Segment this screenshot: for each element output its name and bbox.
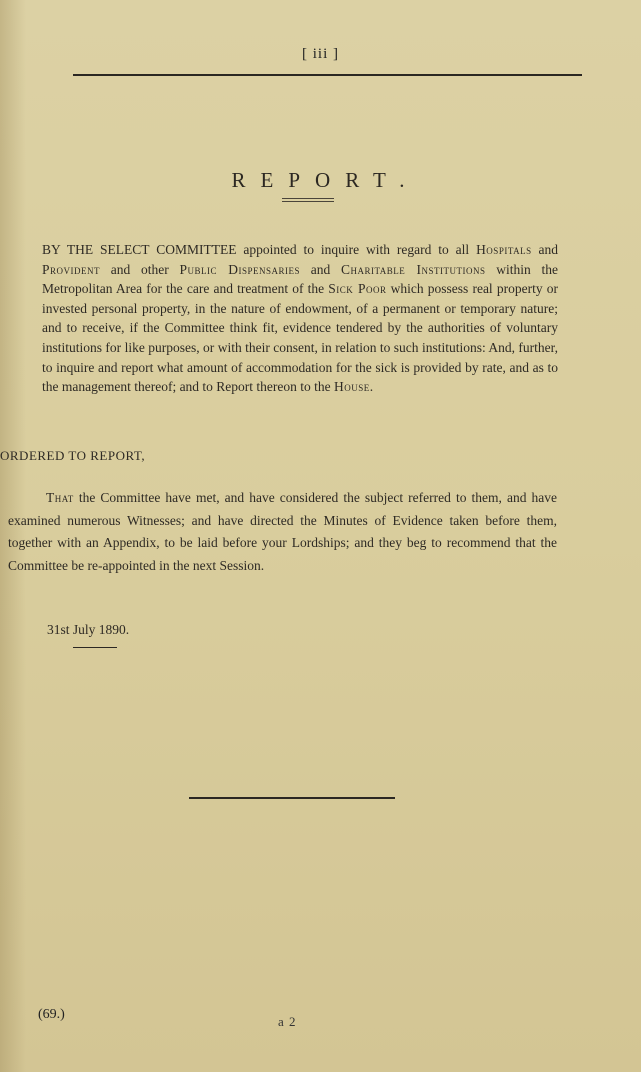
signature-mark: a 2 (278, 1014, 297, 1029)
date-rule (73, 647, 117, 648)
report-title: REPORT. (231, 168, 420, 192)
title-rule-2 (282, 201, 334, 202)
header-rule (73, 74, 582, 76)
intro-lead: BY THE SELECT COMMITTEE (42, 242, 237, 257)
ordered-to-report-heading: ORDERED TO REPORT, (0, 448, 146, 463)
committee-intro-paragraph: BY THE SELECT COMMITTEE appointed to inquire with regard to all Hospitals and Provident and other Public Dispensaries and Charitable Institutions within the Metropolitan Area for the care and treatment of the Sick Poor which possess real property or invested personal property, in the nature of endowment, of a permanent or temporary nature; and to receive, if the Committee think fit, evidence tendered by the authorities of voluntary institutions for like purposes, or with their consent, in relation to such institutions: And, further, to inquire and report what amount of accommodation for the sick is provided by rate, and as to the management thereof; and to Report thereon to the House. (42, 242, 558, 395)
document-code: (69.) (38, 1007, 65, 1022)
title-rule-1 (282, 198, 334, 199)
page-folio: [ iii ] (302, 46, 339, 62)
report-body-paragraph: That the Committee have met, and have considered the subject referred to them, and have examined numerous Witnesses; and have directed the Minutes of Evidence taken before them, together with an Appendix, to be laid before your Lordships; and they beg to recommend that the Committee be re-appointed in the next Session. (8, 490, 557, 573)
closing-rule (189, 797, 395, 799)
report-date: 31st July 1890. (47, 622, 130, 637)
